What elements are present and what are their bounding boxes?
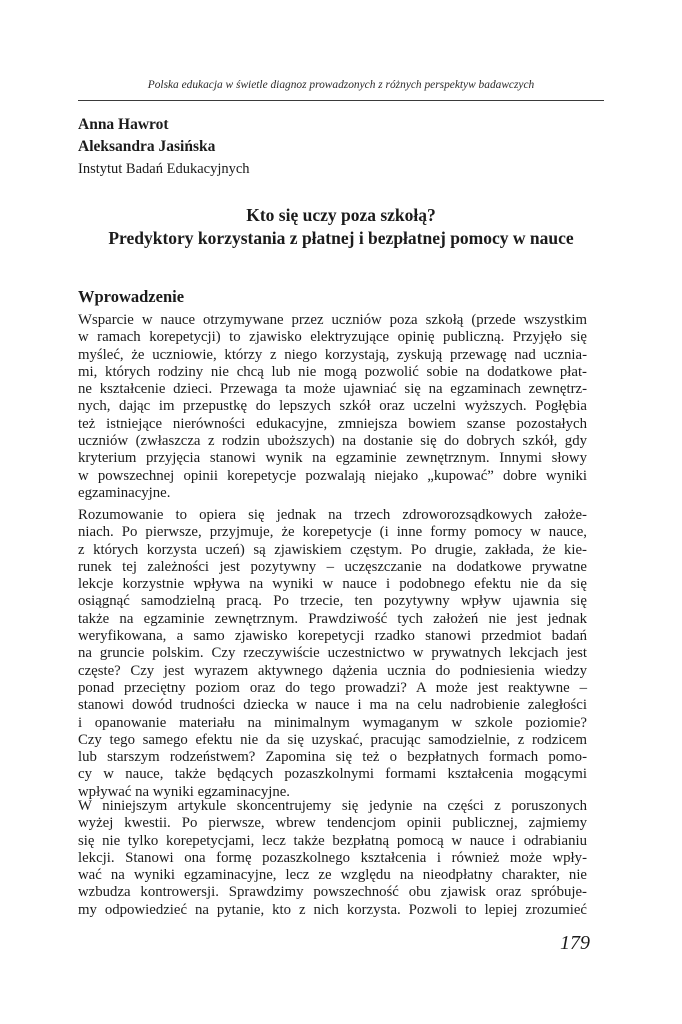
text-line: i opanowanie materiału na minimalnym wymaganym w szkole poziomie? [78, 714, 587, 731]
text-line: na gruncie polskim. Czy rzeczywiście uczestnictwo w prywatnych lekcjach jest [78, 645, 587, 662]
text-line: cy w nauce, także będących pozaszkolnymi formami kształcenia mogącymi [78, 766, 587, 783]
text-line: się nie tylko korepetycjami, lecz także bezpłatną pomocą w nauce i odrabianiu [78, 832, 587, 849]
text-line: lekcji. Stanowi ona formę pozaszkolnego kształcenia i również może wpły- [78, 849, 587, 866]
text-line: ponad przeciętny poziom oraz do tego prowadzi? A może jest reaktywne – [78, 679, 587, 696]
article-title-line: Kto się uczy poza szkołą? [246, 205, 436, 225]
text-line: kryterium przyjęcia stanowi wynik na egzaminie zewnętrznym. Innymi słowy [78, 450, 587, 467]
text-line: Rozumowanie to opiera się jednak na trzech zdroworozsądkowych założe- [78, 507, 587, 523]
text-line: także na egzaminie zewnętrznym. Prawdziwość tych założeń nie jest jednak [78, 610, 587, 627]
text-line: egzaminacyjne. [78, 484, 171, 501]
text-line: Wsparcie w nauce otrzymywane przez uczniów poza szkołą (przede wszystkim [78, 312, 587, 328]
text-line: nych, dając im przepustkę do lepszych szkół oraz uczelni wyższych. Pogłębia [78, 398, 587, 415]
header-divider [78, 100, 604, 101]
page-number: 179 [560, 932, 590, 954]
text-line: W niniejszym artykule skoncentrujemy się jedynie na części z poruszonych [78, 798, 587, 814]
body-paragraph [78, 798, 587, 919]
text-line: wać na wyniki egzaminacyjne, lecz ze względu na nieodpłatny charakter, nie [78, 867, 587, 884]
article-subtitle-line: Predyktory korzystania z płatnej i bezpłatnej pomocy w nauce [108, 228, 574, 248]
text-line: wpływać na wyniki egzaminacyjne. [78, 783, 291, 800]
section-heading: Wprowadzenie [78, 287, 185, 306]
text-line: w ramach korepetycji) to zjawisko elektryzujące opinię publiczną. Przyjęło się [78, 329, 587, 346]
text-line: wzbudza kontrowersji. Sprawdzimy powszechność obu zjawisk oraz spróbuje- [78, 884, 587, 901]
author-block [78, 114, 250, 180]
running-header: Polska edukacja w świetle diagnoz prowadzonych z różnych perspektyw badawczych [147, 79, 535, 91]
text-line: mi, których rodziny nie chcą lub nie mogą pozwolić sobie na dodatkowe płat- [78, 363, 587, 380]
body-paragraph [78, 312, 587, 502]
text-line: częste? Czy jest wyrazem aktywnego dążenia ucznia do podniesienia wiedzy [78, 662, 587, 679]
text-line: stanowi dowód trudności dziecka w nauce i ma na celu nadrobienie zaległości [78, 697, 587, 714]
text-line: z których korzysta uczeń) są zjawiskiem częstym. Po drugie, zakłada, że kie- [78, 541, 587, 558]
article-title [78, 204, 604, 250]
text-line: Czy tego samego efektu nie da się uzyskać, pracując samodzielnie, z rodzicem [78, 731, 587, 748]
text-line: wyżej kwestii. Po pierwsze, wbrew tendencjom opinii publicznej, zajmiemy [78, 815, 587, 832]
text-line: niach. Po pierwsze, przyjmuje, że korepetycje (i inne formy pomocy w nauce, [78, 524, 587, 541]
text-line: też istniejące nierówności edukacyjne, zmniejsza bowiem szanse pozostałych [78, 415, 587, 432]
text-line: lub starszym rodzeństwem? Zapomina się też o bezpłatnych formach pomo- [78, 749, 587, 766]
author-affiliation: Instytut Badań Edukacyjnych [78, 161, 250, 177]
author-name: Aleksandra Jasińska [78, 138, 216, 155]
text-line: myśleć, że uczniowie, którzy z niego korzystają, zyskują przewagę nad ucznia- [78, 346, 587, 363]
text-line: uczniów (zwłaszcza z rodzin uboższych) na dostanie się do dobrych szkół, gdy [78, 433, 587, 450]
body-paragraph [78, 507, 587, 801]
author-name: Anna Hawrot [78, 116, 169, 133]
text-line: my odpowiedzieć na pytanie, kto z nich korzysta. Pozwoli to lepiej zrozumieć [78, 901, 587, 918]
text-line: w powszechnej opinii korepetycje pozwalają niejako „kupować” dobre wyniki [78, 467, 587, 484]
text-line: osiągnąć samodzielną pracą. Po trzecie, ten pozytywny wpływ ujawnia się [78, 593, 587, 610]
text-line: ne kształcenie dzieci. Przewaga ta może ujawniać się na egzaminach zewnętrz- [78, 381, 587, 398]
text-line: lekcje korzystnie wpływa na wyniki w nauce i podobnego efektu nie da się [78, 576, 587, 593]
text-line: runek tej zależności jest pozytywny – uczęszczanie na dodatkowe prywatne [78, 558, 587, 575]
text-line: weryfikowana, a samo zjawisko korepetycji rzadko stanowi przedmiot badań [78, 628, 587, 645]
